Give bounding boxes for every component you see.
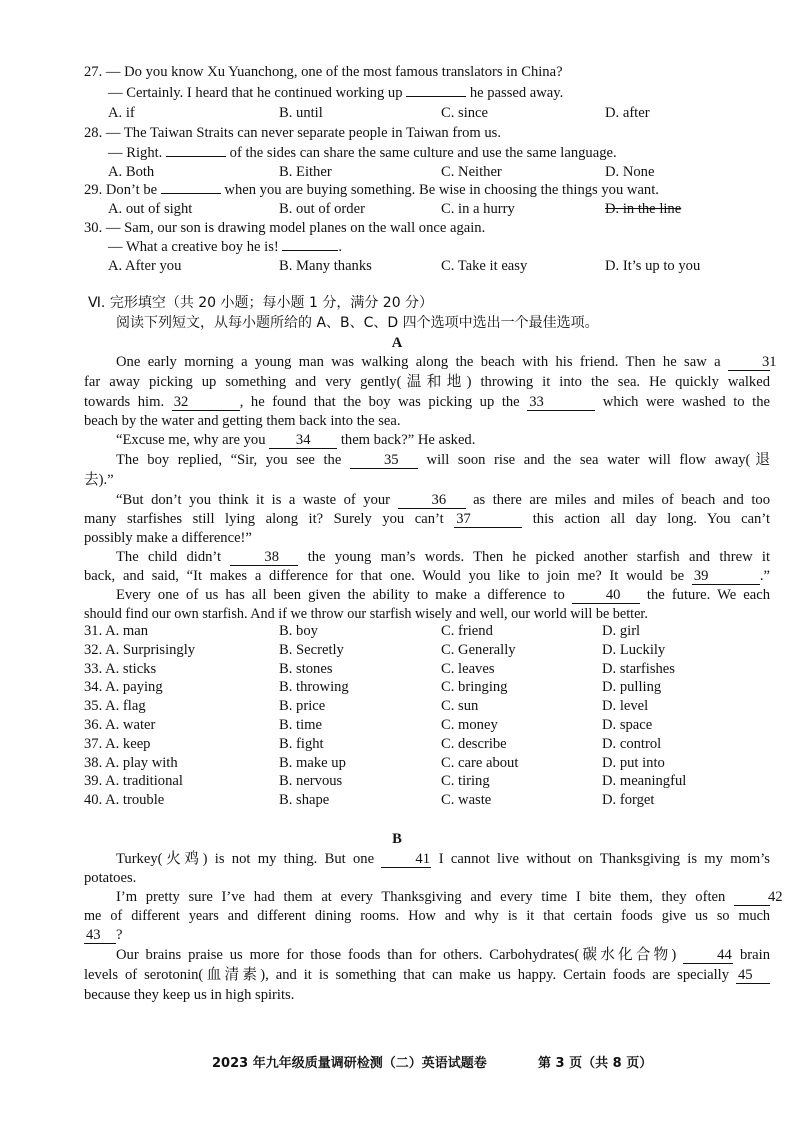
cloze-32-option-b[interactable]: B. Secretly xyxy=(279,641,344,658)
q27-option-c[interactable]: C. since xyxy=(441,105,489,121)
blank-43[interactable]: 43 xyxy=(84,928,116,944)
cloze-31-option-b[interactable]: B. boy xyxy=(279,623,318,639)
q28-stem: 28. — The Taiwan Straits can never separate people in Taiwan from us. xyxy=(84,125,501,141)
q29-option-d[interactable]: D. in the line xyxy=(605,201,682,217)
blank-38[interactable]: 38 xyxy=(230,550,298,566)
q28-option-c[interactable]: C. Neither xyxy=(441,164,502,180)
cloze-35-option-b[interactable]: B. price xyxy=(279,698,326,715)
q27-response: — Certainly. I heard that he continued working up he passed away. xyxy=(108,85,564,101)
cloze-31-option-a[interactable]: 31. A. man xyxy=(84,623,149,639)
q27-stem: 27. — Do you know Xu Yuanchong, one of the most famous translators in China? xyxy=(84,64,563,80)
q27-option-b[interactable]: B. until xyxy=(279,105,323,121)
q28-blank[interactable] xyxy=(166,156,226,157)
cloze-35-option-c[interactable]: C. sun xyxy=(441,698,479,715)
blank-31[interactable]: 31 xyxy=(728,355,770,371)
passage-a-line-9: many starfishes still lying along it? Surely you can’t 37 this action all day long. You can’t xyxy=(84,511,771,527)
cloze-35-option-d[interactable]: D. level xyxy=(602,698,649,715)
cloze-38-option-a[interactable]: 38. A. play with xyxy=(84,754,178,771)
passage-a-line-13: Every one of us has all been given the ability to make a difference to 40 the future. We each xyxy=(116,587,770,603)
cloze-38-option-c[interactable]: C. care about xyxy=(441,754,519,771)
cloze-40-option-a[interactable]: 40. A. trouble xyxy=(84,792,165,809)
passage-b-line-2: potatoes. xyxy=(84,870,137,886)
q27-option-d[interactable]: D. after xyxy=(605,105,650,121)
cloze-38-option-d[interactable]: D. put into xyxy=(602,754,665,771)
q30-stem: 30. — Sam, our son is drawing model planes on the wall once again. xyxy=(84,220,486,236)
cloze-36-option-b[interactable]: B. time xyxy=(279,717,322,733)
passage-a-line-7: 去).” xyxy=(84,472,114,488)
cloze-39-option-d[interactable]: D. meaningful xyxy=(602,773,687,790)
passage-a-line-1: One early morning a young man was walking along the beach with his friend. Then he saw a 31 xyxy=(116,354,777,370)
cloze-40-option-d[interactable]: D. forget xyxy=(602,792,655,809)
q30-option-c[interactable]: C. Take it easy xyxy=(441,258,528,274)
cloze-37-option-d[interactable]: D. control xyxy=(602,735,662,752)
footer-page-number: 第 3 页（共 8 页） xyxy=(538,1056,653,1071)
passage-b-line-4: me of different years and different dining rooms. How and why is it that certain foods give us so much xyxy=(84,908,770,924)
cloze-39-option-c[interactable]: C. tiring xyxy=(441,773,490,790)
cloze-36-option-c[interactable]: C. money xyxy=(441,717,498,733)
blank-42[interactable]: 42 xyxy=(734,890,770,906)
passage-a-line-3: towards him. 32 , he found that the boy was picking up the 33 which were washed to the xyxy=(84,394,770,410)
passage-a-line-14: should find our own starfish. And if we throw our starfish wisely and well, our world will be better. xyxy=(84,606,648,622)
cloze-37-option-c[interactable]: C. describe xyxy=(441,735,507,752)
cloze-32-option-c[interactable]: C. Generally xyxy=(441,641,516,658)
cloze-40-option-b[interactable]: B. shape xyxy=(279,792,330,809)
cloze-32-option-d[interactable]: D. Luckily xyxy=(602,641,666,658)
q28-option-d[interactable]: D. None xyxy=(605,164,655,180)
passage-b-line-5: 43 ? xyxy=(86,927,123,943)
blank-33[interactable]: 33 xyxy=(527,395,595,411)
cloze-37-option-b[interactable]: B. fight xyxy=(279,735,324,752)
section-instruction: 阅读下列短文，从每小题所给的 A、B、C、D 四个选项中选出一个最佳选项。 xyxy=(116,315,599,331)
cloze-40-option-c[interactable]: C. waste xyxy=(441,792,492,809)
blank-32[interactable]: 32 xyxy=(172,395,240,411)
cloze-33-option-a[interactable]: 33. A. sticks xyxy=(84,660,157,677)
cloze-31-option-c[interactable]: C. friend xyxy=(441,623,493,639)
q29-stem: 29. Don’t be when you are buying something. Be wise in choosing the things you want. xyxy=(84,182,659,198)
footer-title: 2023 年九年级质量调研检测（二）英语试题卷 xyxy=(212,1056,487,1071)
passage-b-label: B xyxy=(392,831,402,847)
q29-option-b[interactable]: B. out of order xyxy=(279,201,365,217)
blank-44[interactable]: 44 xyxy=(683,948,733,964)
q28-option-b[interactable]: B. Either xyxy=(279,164,332,180)
blank-40[interactable]: 40 xyxy=(572,588,640,604)
cloze-33-option-c[interactable]: C. leaves xyxy=(441,660,495,677)
passage-a-line-11: The child didn’t 38 the young man’s words. Then he picked another starfish and threw it xyxy=(116,549,771,565)
cloze-35-option-a[interactable]: 35. A. flag xyxy=(84,698,146,715)
blank-41[interactable]: 41 xyxy=(381,852,431,868)
q30-response: — What a creative boy he is! . xyxy=(108,239,343,255)
cloze-36-option-a[interactable]: 36. A. water xyxy=(84,717,156,733)
q30-blank[interactable] xyxy=(282,250,338,251)
passage-b-line-3: I’m pretty sure I’ve had them at every Thanksgiving and every time I bite them, they often 42 xyxy=(116,889,783,905)
blank-37[interactable]: 37 xyxy=(454,512,522,528)
cloze-37-option-a[interactable]: 37. A. keep xyxy=(84,735,151,752)
passage-a-line-6: The boy replied, “Sir, you see the 35 will soon rise and the sea water will flow away(退 xyxy=(116,452,770,468)
cloze-34-option-b[interactable]: B. throwing xyxy=(279,679,349,696)
passage-b-line-8: because they keep us in high spirits. xyxy=(84,987,295,1003)
passage-a-line-8: “But don’t you think it is a waste of your 36 as there are miles and miles of beach and too xyxy=(116,492,770,508)
cloze-39-option-b[interactable]: B. nervous xyxy=(279,773,343,790)
q28-option-a[interactable]: A. Both xyxy=(108,164,155,180)
blank-45[interactable]: 45 xyxy=(736,968,770,984)
passage-a-line-5: “Excuse me, why are you 34 them back?” He asked. xyxy=(116,432,476,448)
blank-34[interactable]: 34 xyxy=(269,433,337,449)
section-title: Ⅵ. 完形填空（共 20 小题；每小题 1 分，满分 20 分） xyxy=(88,295,434,311)
cloze-39-option-a[interactable]: 39. A. traditional xyxy=(84,773,183,790)
q27-blank[interactable] xyxy=(406,96,466,97)
passage-a-line-2: far away picking up something and very gently(温和地) throwing it into the sea. He quickly walked xyxy=(84,374,770,390)
cloze-38-option-b[interactable]: B. make up xyxy=(279,754,346,771)
q30-option-a[interactable]: A. After you xyxy=(108,258,182,274)
cloze-34-option-d[interactable]: D. pulling xyxy=(602,679,662,696)
passage-a-label: A xyxy=(391,335,403,351)
q29-option-a[interactable]: A. out of sight xyxy=(108,201,193,217)
passage-a-line-10: possibly make a difference!” xyxy=(84,530,252,546)
passage-a-line-4: beach by the water and getting them back into the sea. xyxy=(84,413,401,429)
q27-option-a[interactable]: A. if xyxy=(108,105,135,121)
cloze-33-option-b[interactable]: B. stones xyxy=(279,660,333,677)
q29-option-c[interactable]: C. in a hurry xyxy=(441,201,515,217)
blank-36[interactable]: 36 xyxy=(398,493,466,509)
q29-blank[interactable] xyxy=(161,193,221,194)
cloze-34-option-c[interactable]: C. bringing xyxy=(441,679,508,696)
cloze-36-option-d[interactable]: D. space xyxy=(602,717,653,733)
cloze-34-option-a[interactable]: 34. A. paying xyxy=(84,679,163,696)
cloze-33-option-d[interactable]: D. starfishes xyxy=(602,660,675,677)
blank-39[interactable]: 39 xyxy=(692,569,760,585)
passage-b-line-7: levels of serotonin(血清素), and it is something that can make us happy. Certain foods are specially 45 xyxy=(84,966,770,985)
passage-a-line-12: back, and said, “It makes a difference for that one. Would you like to join me? It would be 39 .” xyxy=(84,568,770,584)
q30-option-d[interactable]: D. It’s up to you xyxy=(605,258,701,274)
cloze-31-option-d[interactable]: D. girl xyxy=(602,623,641,639)
passage-b-line-1: Turkey(火鸡) is not my thing. But one 41 I cannot live without on Thanksgiving is my mom’s xyxy=(116,851,770,867)
blank-35[interactable]: 35 xyxy=(350,453,418,469)
q30-option-b[interactable]: B. Many thanks xyxy=(279,258,372,274)
cloze-32-option-a[interactable]: 32. A. Surprisingly xyxy=(84,641,196,658)
passage-b-line-6: Our brains praise us more for those foods than for others. Carbohydrates(碳水化合物) 44 brain xyxy=(116,947,770,963)
q28-response: — Right. of the sides can share the same culture and use the same language. xyxy=(108,145,617,161)
